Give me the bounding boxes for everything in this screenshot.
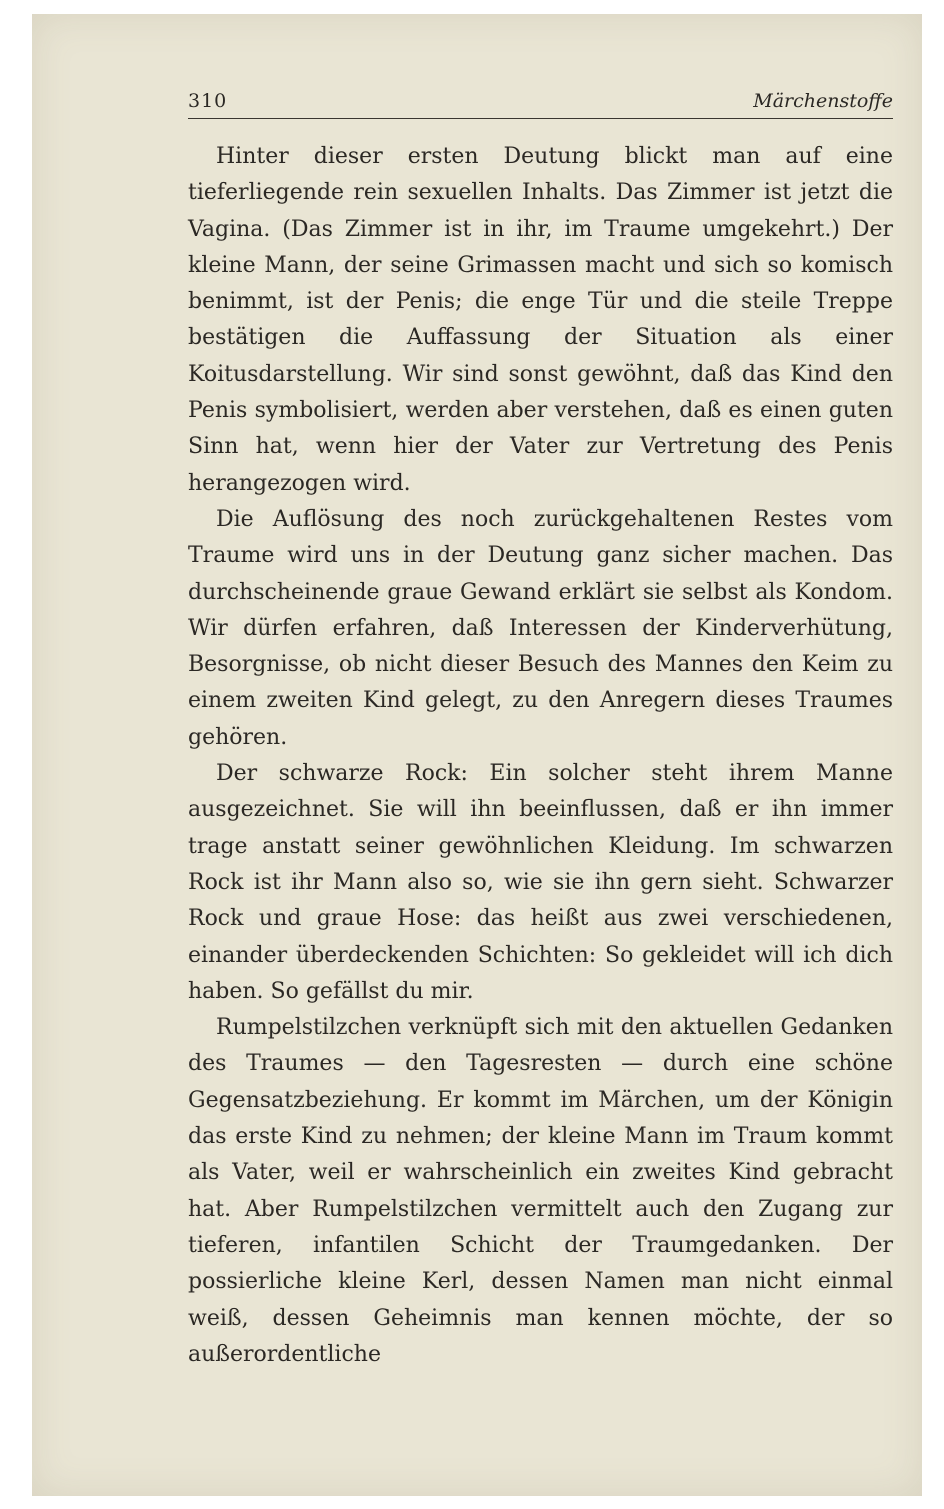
paragraph: Hinter dieser ersten Deutung blickt man auf eine tieferliegende rein sexuellen Inhalts. Das Zimmer ist jetzt die Vagina. (Das Zimmer ist in ihr, im Traume umgekehrt.) Der kleine Mann, der seine Grimassen macht und sich so komisch benimmt, ist der Penis; die enge Tür und die steile Treppe bestätigen die Auffassung der Situation als einer Koitusdarstellung. Wir sind sonst gewöhnt, daß das Kind den Penis symbolisiert, werden aber verstehen, daß es einen guten Sinn hat, wenn hier der Vater zur Vertretung des Penis herangezogen wird. xyxy=(188,144,893,496)
paragraph: Die Auflösung des noch zurückgehaltenen Restes vom Traume wird uns in der Deutung ganz sicher machen. Das durchscheinende graue Gewand erklärt sie selbst als Kondom. Wir dürfen erfahren, daß Interessen der Kinderverhütung, Besorgnisse, ob nicht dieser Besuch des Mannes den Keim zu einem zweiten Kind gelegt, zu den Anregern dieses Traumes gehören. xyxy=(188,506,893,750)
text-body xyxy=(188,139,893,1373)
running-header xyxy=(188,90,893,119)
running-title: Märchenstoffe xyxy=(753,90,893,112)
page-number: 310 xyxy=(188,90,228,112)
paragraph: Der schwarze Rock: Ein solcher steht ihrem Manne ausgezeichnet. Sie will ihn beeinflussen, daß er ihn immer trage anstatt seiner gewöhnlichen Kleidung. Im schwarzen Rock ist ihr Mann also so, wie sie ihn gern sieht. Schwarzer Rock und graue Hose: das heißt aus zwei verschiedenen, einander überdeckenden Schichten: So gekleidet will ich dich haben. So gefällst du mir. xyxy=(188,761,893,1004)
page-content xyxy=(188,90,893,1373)
paragraph: Rumpelstilzchen verknüpft sich mit den aktuellen Gedanken des Traumes — den Tagesresten — durch eine schöne Gegensatzbeziehung. Er kommt im Märchen, um der Königin das erste Kind zu nehmen; der kleine Mann im Traum kommt als Vater, weil er wahrscheinlich ein zweites Kind gebracht hat. Aber Rumpelstilzchen vermittelt auch den Zugang zur tieferen, infantilen Schicht der Traumgedanken. Der possierliche kleine Kerl, dessen Namen man nicht einmal weiß, dessen Geheimnis man kennen möchte, der so außerordentliche xyxy=(188,1015,893,1367)
